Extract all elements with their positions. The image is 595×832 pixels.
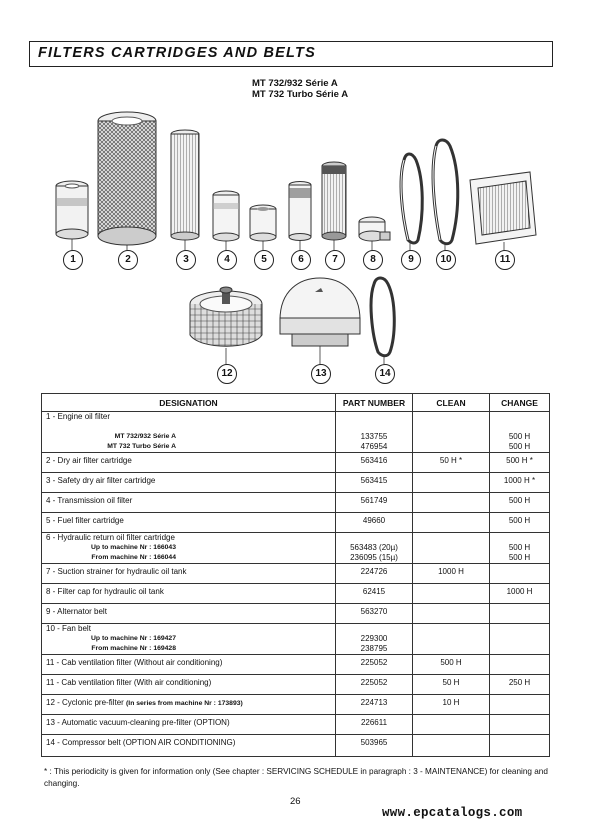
- row-designation: 6 - Hydraulic return oil filter cartridge: [46, 533, 175, 542]
- table-row: [42, 655, 550, 675]
- cyclonic-prefilter-icon: [190, 287, 262, 346]
- table-row: [42, 604, 550, 624]
- row-designation: 10 - Fan belt: [46, 624, 91, 633]
- callout-1: 1: [63, 250, 83, 270]
- row-clean: 500 H: [413, 655, 490, 675]
- footnote: * : This periodicity is given for information only (See chapter : SERVICING SCHEDULE in paragraph : 3 - MAINTENANCE) for cleaning and changing.: [44, 767, 548, 788]
- dry-air-filter-icon: [98, 112, 156, 245]
- callout-12: 12: [217, 364, 237, 384]
- table-row: [42, 584, 550, 604]
- table-row: [42, 453, 550, 473]
- row-part: 49660: [336, 513, 413, 533]
- row-designation: 14 - Compressor belt (OPTION AIR CONDITIONING): [42, 735, 336, 757]
- table-row: [42, 513, 550, 533]
- table-header-row: [42, 394, 550, 412]
- row-clean: 10 H: [413, 695, 490, 715]
- row-change: 500 H: [490, 513, 550, 533]
- row-designation: 1 - Engine oil filter: [46, 412, 111, 421]
- callout-5: 5: [254, 250, 274, 270]
- row-part: 476954: [360, 442, 388, 451]
- row-change: 500 H: [508, 543, 531, 552]
- row-change: 500 H: [508, 432, 531, 441]
- row-designation: 9 - Alternator belt: [42, 604, 336, 624]
- parts-illustration: [0, 0, 595, 400]
- row-designation: 2 - Dry air filter cartridge: [42, 453, 336, 473]
- row-designation: 12 - Cyclonic pre-filter: [46, 698, 124, 707]
- row-change: 500 H: [508, 553, 531, 562]
- parts-table: [41, 393, 550, 757]
- row-clean: 50 H *: [413, 453, 490, 473]
- table-row: [42, 675, 550, 695]
- suction-strainer-icon: [322, 162, 346, 240]
- model-line: MT 732 Turbo Série A: [252, 89, 349, 100]
- callout-2: 2: [118, 250, 138, 270]
- table-row: [42, 735, 550, 757]
- table-row: [42, 624, 550, 655]
- row-sub: Up to machine Nr : 166043: [91, 544, 176, 551]
- table-row: [42, 533, 550, 564]
- row-change: 250 H: [490, 675, 550, 695]
- transmission-oil-filter-icon: [213, 191, 239, 241]
- row-designation: 4 - Transmission oil filter: [42, 493, 336, 513]
- table-row: [42, 473, 550, 493]
- row-sub: From machine Nr : 169428: [91, 645, 176, 652]
- row-part: 62415: [336, 584, 413, 604]
- row-change: 500 H *: [490, 453, 550, 473]
- row-part: 229300: [360, 634, 388, 643]
- row-sub: MT 732 Turbo Série A: [107, 443, 176, 450]
- callout-8: 8: [363, 250, 383, 270]
- filter-cap-icon: [359, 217, 390, 241]
- hydraulic-return-filter-icon: [289, 182, 311, 241]
- row-designation-note: (In series from machine Nr : 173893): [126, 700, 243, 707]
- row-sub: Up to machine Nr : 169427: [91, 635, 176, 642]
- header-change: CHANGE: [490, 394, 550, 412]
- row-part: 133755: [360, 432, 388, 441]
- row-part: 563415: [336, 473, 413, 493]
- callout-14: 14: [375, 364, 395, 384]
- page-number: 26: [290, 796, 301, 807]
- row-part: 563270: [336, 604, 413, 624]
- callout-6: 6: [291, 250, 311, 270]
- row-part: 563483 (20µ): [350, 543, 398, 552]
- row-part: 225052: [336, 655, 413, 675]
- engine-oil-filter-icon: [56, 181, 88, 239]
- row-designation: 3 - Safety dry air filter cartridge: [42, 473, 336, 493]
- row-change: 500 H: [508, 442, 531, 451]
- table-row: [42, 715, 550, 735]
- row-designation: 7 - Suction strainer for hydraulic oil tank: [42, 564, 336, 584]
- callout-4: 4: [217, 250, 237, 270]
- row-part: 238795: [360, 644, 388, 653]
- header-part-number: PART NUMBER: [336, 394, 413, 412]
- row-designation: 11 - Cab ventilation filter (With air conditioning): [42, 675, 336, 695]
- callout-10: 10: [436, 250, 456, 270]
- row-clean: 50 H: [413, 675, 490, 695]
- page-title: FILTERS CARTRIDGES AND BELTS: [38, 45, 316, 61]
- header-designation: DESIGNATION: [42, 394, 336, 412]
- fuel-filter-icon: [250, 205, 276, 241]
- row-sub: From machine Nr : 166044: [91, 554, 176, 561]
- row-designation: 5 - Fuel filter cartridge: [42, 513, 336, 533]
- row-change: 1000 H: [490, 584, 550, 604]
- row-clean: 1000 H: [413, 564, 490, 584]
- compressor-belt-icon: [371, 278, 394, 356]
- cab-ventilation-filter-icon: [470, 172, 536, 244]
- alternator-belt-icon: [401, 154, 422, 243]
- row-change: 1000 H *: [490, 473, 550, 493]
- table-row: [42, 564, 550, 584]
- fan-belt-icon: [433, 140, 458, 244]
- row-part: 225052: [336, 675, 413, 695]
- row-designation: 8 - Filter cap for hydraulic oil tank: [42, 584, 336, 604]
- row-part: 224713: [336, 695, 413, 715]
- table-row: [42, 493, 550, 513]
- row-part: 236095 (15µ): [350, 553, 398, 562]
- row-part: 503965: [336, 735, 413, 757]
- row-sub: MT 732/932 Série A: [114, 433, 176, 440]
- callout-3: 3: [176, 250, 196, 270]
- table-row: [42, 695, 550, 715]
- row-part: 563416: [336, 453, 413, 473]
- callout-11: 11: [495, 250, 515, 270]
- model-line: MT 732/932 Série A: [252, 78, 338, 89]
- safety-air-filter-icon: [171, 130, 199, 240]
- row-part: 224726: [336, 564, 413, 584]
- watermark-link[interactable]: www.epcatalogs.com: [382, 806, 523, 820]
- vacuum-prefilter-icon: [280, 278, 360, 346]
- row-change: 500 H: [490, 493, 550, 513]
- callout-9: 9: [401, 250, 421, 270]
- row-designation: 13 - Automatic vacuum-cleaning pre-filter (OPTION): [42, 715, 336, 735]
- row-part: 561749: [336, 493, 413, 513]
- header-clean: CLEAN: [413, 394, 490, 412]
- row-designation: 11 - Cab ventilation filter (Without air conditioning): [42, 655, 336, 675]
- row-part: 226611: [336, 715, 413, 735]
- callout-7: 7: [325, 250, 345, 270]
- callout-13: 13: [311, 364, 331, 384]
- table-row: [42, 412, 550, 453]
